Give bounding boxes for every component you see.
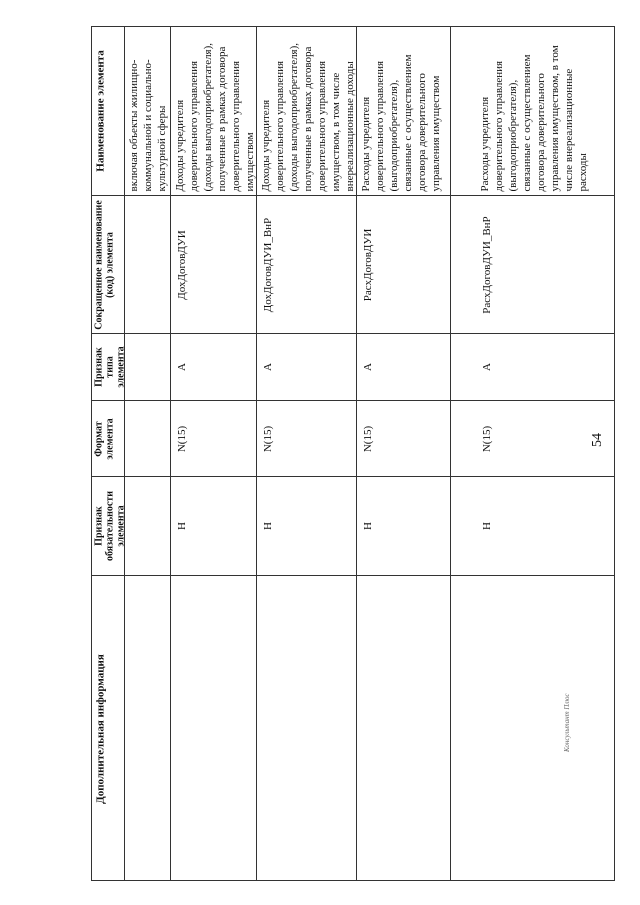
cell-short-name: ДохДоговДУИ [171, 196, 256, 334]
cell-format: N(15) [257, 401, 356, 477]
cell-name: Расходы учредителя доверительного управления (выгодоприобретателя), связанные с осуществлением договора доверительного управления имуществом, в том числе внереализационные расходы [451, 27, 614, 196]
cell-name: Расходы учредителя доверительного управления (выгодоприобретателя), связанные с осуществлением договора доверительного управления имуществом [357, 27, 450, 196]
cell-format: N(15) [451, 401, 614, 477]
header-cell-required: Признак обязательности элемента [92, 477, 124, 576]
cell-short-name: РасхДоговДУИ [357, 196, 450, 334]
cell-type: А [451, 334, 614, 401]
cell-format: N(15) [357, 401, 450, 477]
table-row [451, 27, 614, 880]
cell-type: А [257, 334, 356, 401]
cell-name: Доходы учредителя доверительного управления (доходы выгодоприобретателя), полученные в рамках договора доверительного управления имуществом, в том числе внереализационные доходы [257, 27, 356, 196]
table-row [257, 27, 357, 880]
header-cell-info: Дополнительная информация [94, 654, 107, 804]
footer-watermark-note: Консультант Плюс [563, 693, 571, 752]
cell-format: N(15) [171, 401, 256, 477]
table-header-row [92, 27, 125, 880]
cell-info [257, 576, 356, 882]
cell-short-name: ДохДоговДУИ_ВнР [257, 196, 356, 334]
header-cell-name: Наименование элемента [92, 27, 124, 196]
cell-required: Н [171, 477, 256, 576]
cell-name: Доходы учредителя доверительного управления (доходы выгодоприобретателя), полученные в рамках договора доверительного управления имуществом [171, 27, 256, 196]
cell-info [451, 576, 614, 882]
cell-format [125, 401, 170, 477]
cell-required: Н [257, 477, 356, 576]
cell-short-name: РасхДоговДУИ_ВнР [451, 196, 614, 334]
cell-info [357, 576, 450, 882]
cell-required: Н [357, 477, 450, 576]
header-cell-short-name: Сокращенное наименование (код) элемента [92, 196, 124, 334]
table-row [357, 27, 451, 880]
cell-required [125, 477, 170, 576]
table-row [171, 27, 257, 880]
cell-short-name [125, 196, 170, 334]
cell-type: А [171, 334, 256, 401]
cell-info [171, 576, 256, 882]
cell-required: Н [451, 477, 614, 576]
table-row [125, 27, 171, 880]
cell-info [125, 576, 170, 882]
cell-type: А [357, 334, 450, 401]
header-cell-format: Формат элемента [92, 401, 124, 477]
page-number: 54 [590, 433, 605, 447]
cell-name: включая объекты жилищно-коммунальной и социально-культурной сферы [125, 27, 170, 196]
data-table [91, 26, 615, 881]
cell-type [125, 334, 170, 401]
header-cell-type: Признак типа элемента [92, 334, 124, 401]
